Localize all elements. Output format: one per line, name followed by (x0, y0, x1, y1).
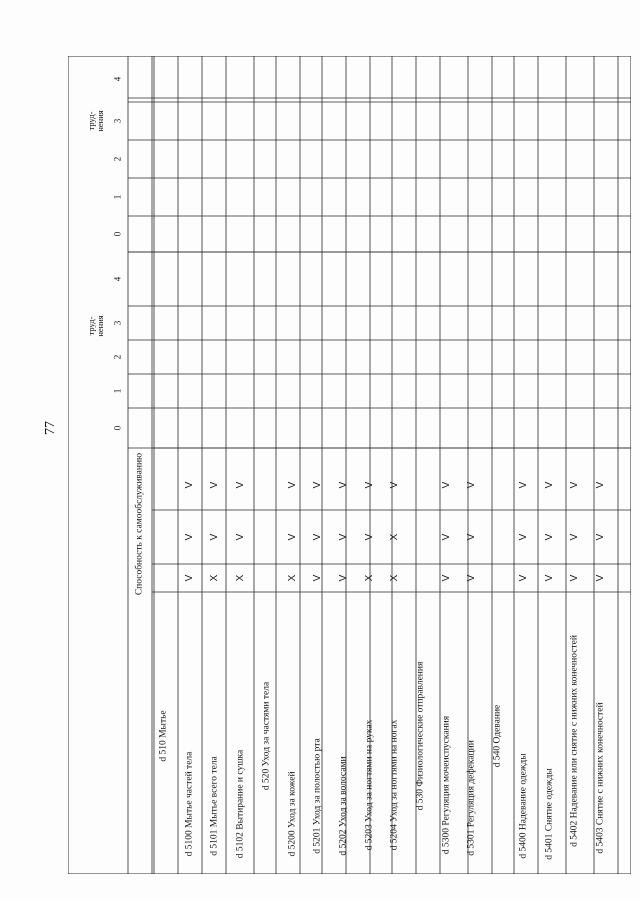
table-row-label: d 5400 Надевание одежды (518, 753, 529, 859)
table-row-label: d 5203 Уход за ногтями на руках (363, 720, 374, 851)
mark-check: V (517, 574, 529, 582)
table-row-label: d 5202 Уход за волосами (338, 756, 349, 856)
mark-check: V (337, 481, 349, 489)
mark-check: V (569, 574, 581, 582)
mark-check: V (183, 533, 195, 541)
mark-check: V (286, 533, 298, 541)
scale-b-digit-4: 4 (112, 76, 123, 82)
mark-check: V (517, 481, 529, 489)
table-row-label: d 5401 Снятие одежды (543, 768, 554, 860)
table-row-label: d 5301 Регуляция дефекации (466, 740, 477, 857)
mark-check: V (466, 481, 478, 489)
table-grid (68, 56, 631, 874)
table-row-label: d 5403 Снятие с нижних конечностей (595, 701, 606, 854)
scale-a-digit-3: 3 (112, 320, 123, 326)
mark-check: V (466, 574, 478, 582)
table-row-label: d 5402 Надевание или снятие с нижних конечностей (569, 635, 580, 848)
mark-cross: X (389, 533, 401, 541)
difficulty-label-b: труд- нения (86, 110, 105, 132)
mark-check: V (235, 481, 247, 489)
mark-check: V (363, 481, 375, 489)
mark-check: V (312, 533, 324, 541)
mark-check: V (312, 574, 324, 582)
mark-check: V (569, 481, 581, 489)
mark-check: V (312, 481, 324, 489)
mark-cross: X (363, 574, 375, 582)
mark-cross: X (209, 574, 221, 582)
page-number: 77 (43, 421, 58, 435)
group-heading: d 510 Мытье (158, 710, 169, 762)
mark-check: V (466, 533, 478, 541)
mark-check: V (389, 481, 401, 489)
mark-check: V (183, 574, 195, 582)
mark-check: V (363, 533, 375, 541)
group-heading: d 520 Уход за частями тела (261, 681, 272, 791)
section-heading: Способность к самообслуживанию (134, 452, 145, 596)
mark-check: V (440, 574, 452, 582)
mark-check: V (440, 533, 452, 541)
mark-cross: X (286, 574, 298, 582)
scale-b-digit-0: 0 (112, 231, 123, 237)
mark-check: V (337, 533, 349, 541)
table-row-label: d 5204 Уход за ногтями на ногах (389, 720, 400, 851)
mark-check: V (543, 533, 555, 541)
mark-check: V (543, 574, 555, 582)
mark-check: V (209, 481, 221, 489)
mark-check: V (286, 481, 298, 489)
mark-check: V (594, 533, 606, 541)
assessment-table (68, 56, 631, 874)
table-row-label: d 5300 Регуляция мочеиспускания (440, 716, 451, 855)
difficulty-label-a: труд- нения (86, 315, 105, 337)
mark-check: V (337, 574, 349, 582)
scale-b-digit-2: 2 (112, 156, 123, 162)
mark-cross: X (389, 574, 401, 582)
table-row-label: d 5201 Уход за полостью рта (312, 738, 323, 854)
table-row-label: d 5200 Уход за кожей (286, 771, 297, 857)
scale-b-digit-1: 1 (112, 194, 123, 200)
table-row-label: d 5100 Мытье частей тела (183, 751, 194, 856)
mark-check: V (594, 574, 606, 582)
group-heading: d 540 Одевание (492, 704, 503, 768)
mark-check: V (183, 481, 195, 489)
scale-a-digit-0: 0 (112, 425, 123, 431)
table-row-label: d 5101 Мытье всего тела (209, 756, 220, 856)
mark-cross: X (235, 574, 247, 582)
table-row-label: d 5102 Вытирание и сушка (235, 749, 246, 858)
group-heading: d 530 Физиологические отправления (415, 661, 426, 811)
mark-check: V (517, 533, 529, 541)
scale-a-digit-2: 2 (112, 354, 123, 360)
mark-check: V (594, 481, 606, 489)
mark-check: V (235, 533, 247, 541)
scale-a-digit-1: 1 (112, 388, 123, 394)
scale-a-digit-4: 4 (112, 276, 123, 282)
mark-check: V (543, 481, 555, 489)
scale-b-digit-3: 3 (112, 118, 123, 124)
mark-check: V (440, 481, 452, 489)
mark-check: V (209, 533, 221, 541)
mark-check: V (569, 533, 581, 541)
